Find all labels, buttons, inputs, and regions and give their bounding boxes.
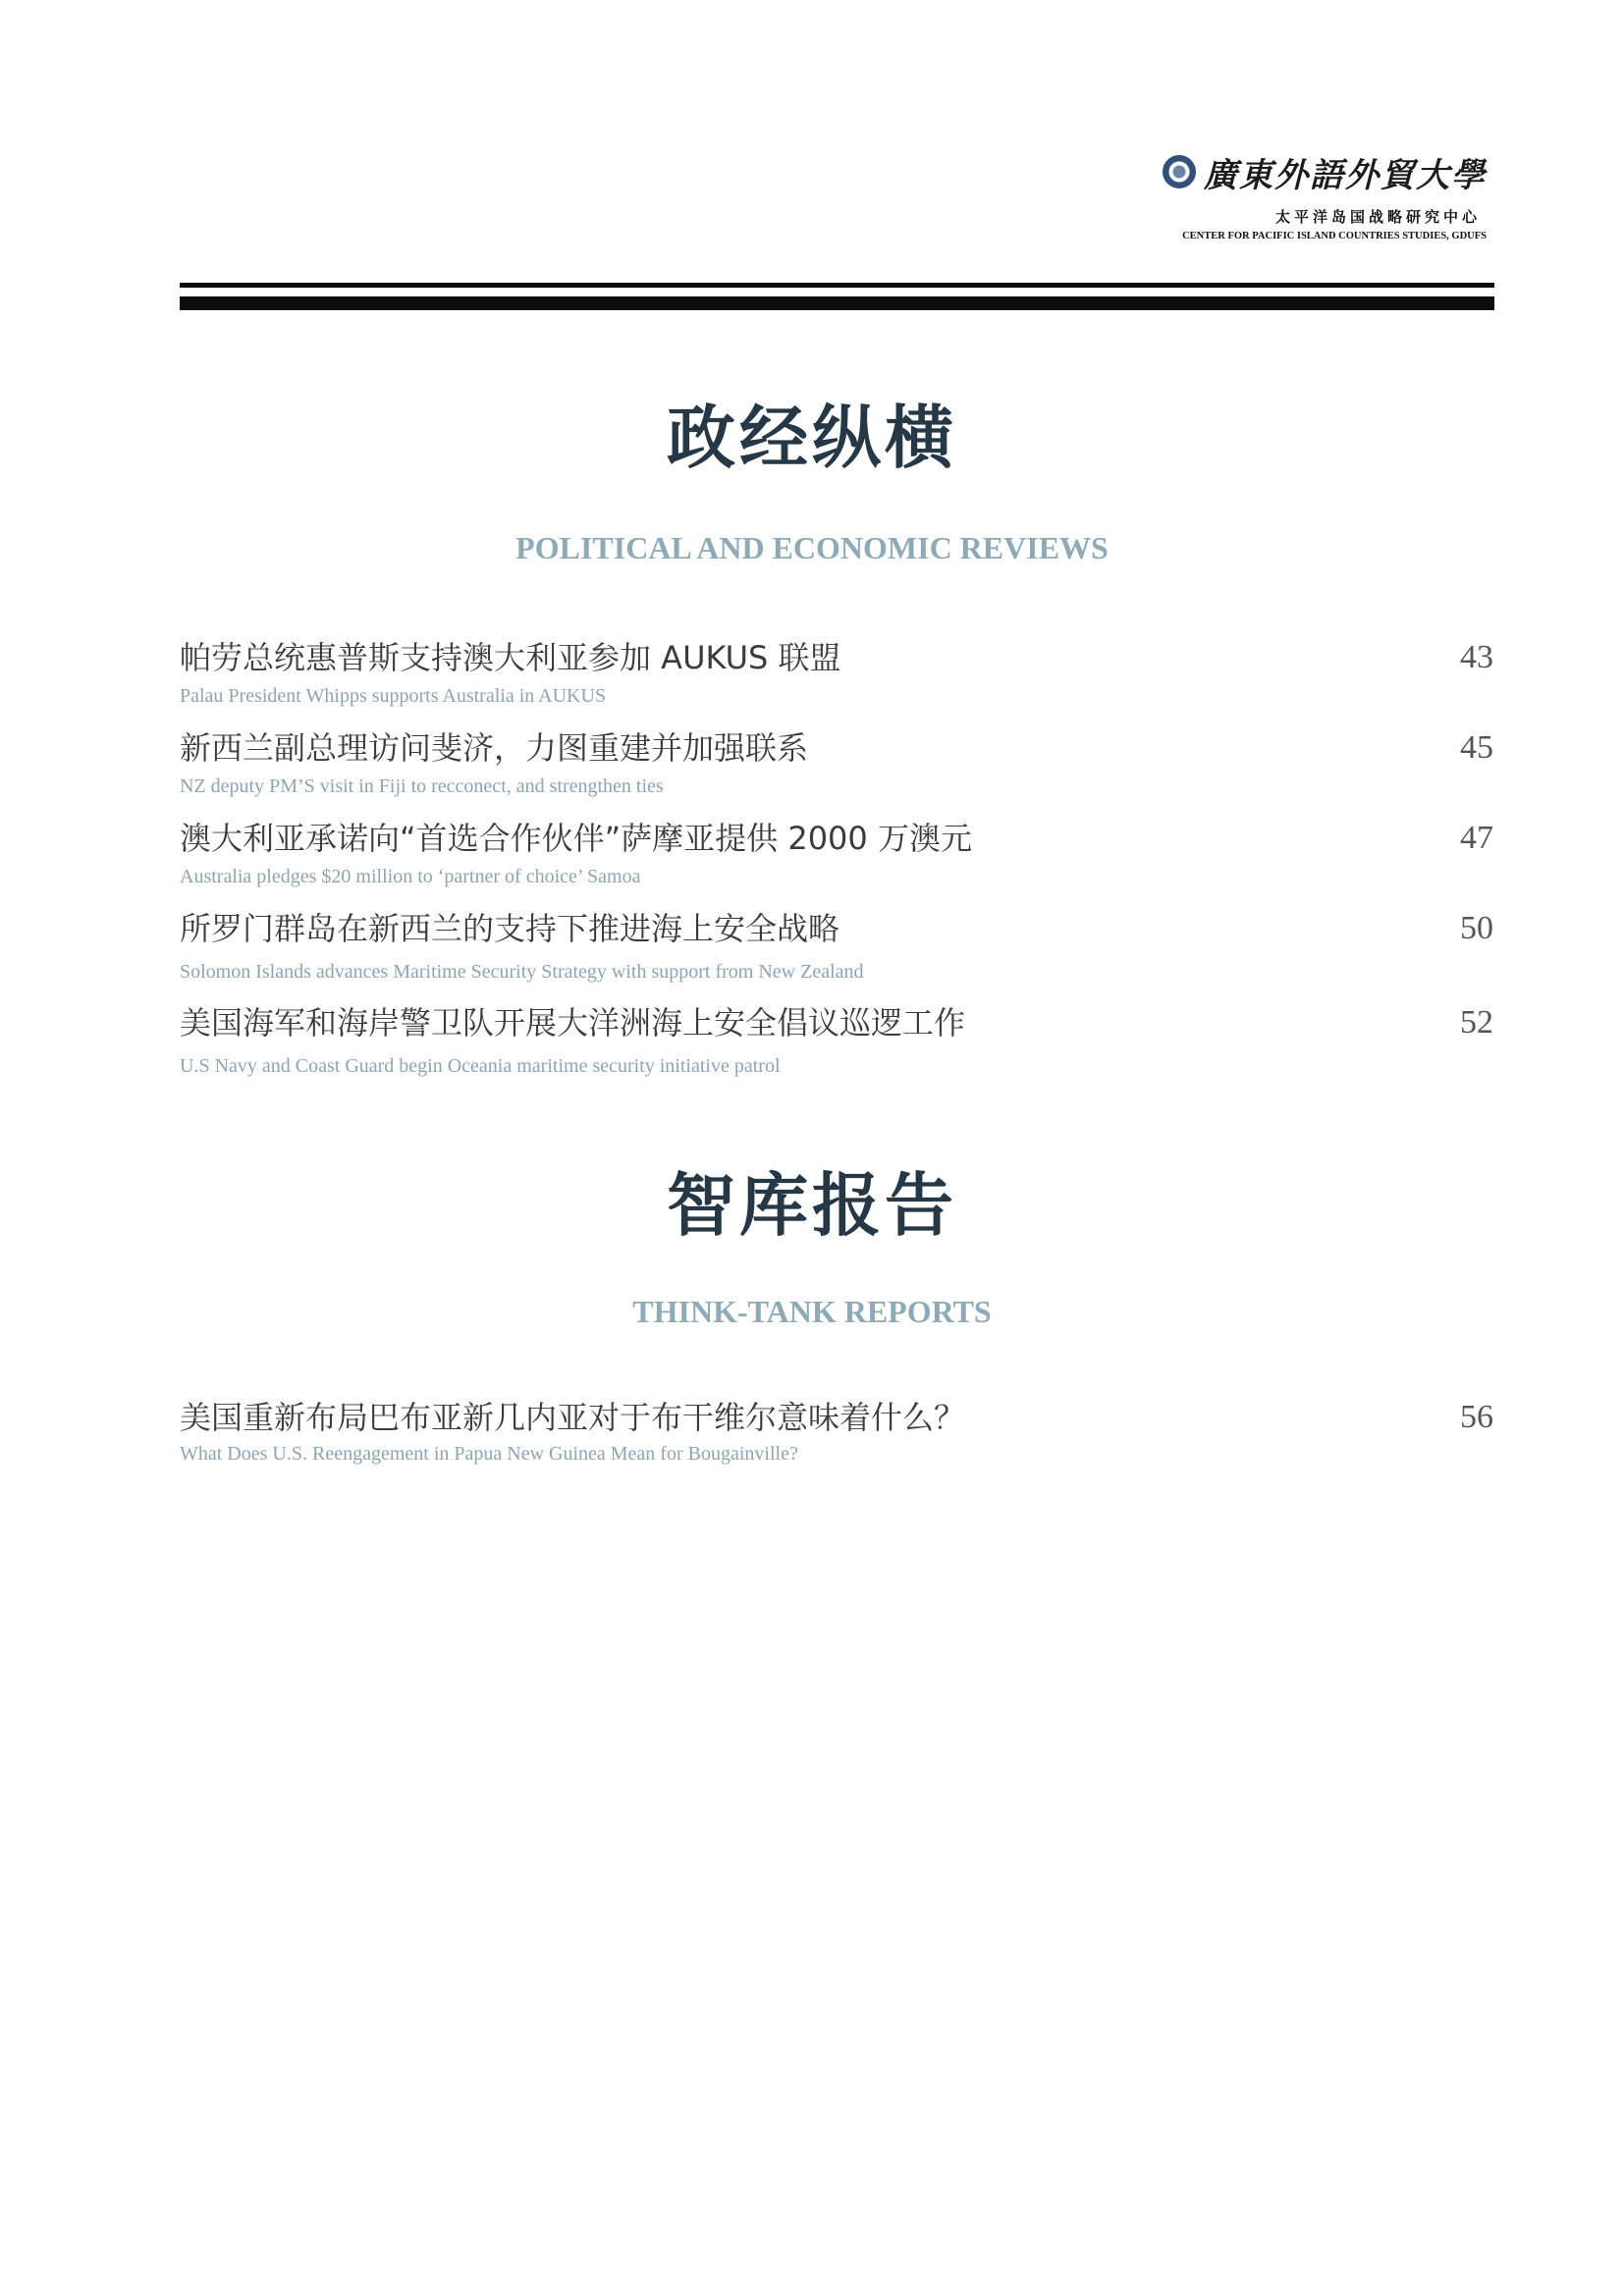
entry-page-number: 50 xyxy=(1460,910,1493,946)
toc-entry[interactable] xyxy=(180,1003,1494,1077)
section-title-political-economic-cn: 政经纵横 xyxy=(667,397,957,478)
entry-page-number: 45 xyxy=(1460,729,1493,766)
entry-title-en: Australia pledges $20 million to ‘partner of choice’ Samoa xyxy=(180,866,641,887)
entry-title-cn[interactable]: 美国海军和海岸警卫队开展大洋洲海上安全倡议巡逻工作 xyxy=(180,1004,966,1041)
entry-title-cn[interactable]: 新西兰副总理访问斐济，力图重建并加强联系 xyxy=(180,729,809,767)
header-divider-thick xyxy=(180,296,1494,310)
toc-entry[interactable] xyxy=(180,909,1494,983)
entry-page-number: 52 xyxy=(1460,1004,1493,1041)
header-divider-thin xyxy=(180,283,1494,288)
entry-title-cn[interactable]: 帕劳总统惠普斯支持澳大利亚参加 AUKUS 联盟 xyxy=(180,639,841,676)
entry-page-number: 56 xyxy=(1460,1399,1493,1435)
entry-title-en: Solomon Islands advances Maritime Security Strategy with support from New Zealand xyxy=(180,961,864,983)
entry-title-en: What Does U.S. Reengagement in Papua New Guinea Mean for Bougainville? xyxy=(180,1443,798,1465)
toc-entry[interactable] xyxy=(180,819,1494,887)
section-title-think-tank-en: THINK-TANK REPORTS xyxy=(632,1294,992,1329)
section-title-think-tank-cn: 智库报告 xyxy=(667,1164,957,1246)
center-name-en: CENTER FOR PACIFIC ISLAND COUNTRIES STUDIES, GDUFS xyxy=(1182,231,1487,241)
university-emblem-icon xyxy=(1163,155,1196,188)
entry-title-en: Palau President Whipps supports Australia in AUKUS xyxy=(180,685,607,707)
entry-title-cn[interactable]: 所罗门群岛在新西兰的支持下推进海上安全战略 xyxy=(180,910,840,947)
entry-page-number: 43 xyxy=(1460,639,1493,675)
center-name-cn: 太平洋岛国战略研究中心 xyxy=(1274,208,1481,226)
entry-page-number: 47 xyxy=(1460,820,1493,856)
section-title-political-economic-en: POLITICAL AND ECONOMIC REVIEWS xyxy=(515,530,1109,565)
entry-title-cn[interactable]: 美国重新布局巴布亚新几内亚对于布干维尔意味着什么？ xyxy=(180,1399,966,1436)
toc-entry[interactable] xyxy=(180,728,1494,797)
entry-title-en: NZ deputy PM’S visit in Fiji to recconect, and strengthen ties xyxy=(180,775,664,797)
entry-title-en: U.S Navy and Coast Guard begin Oceania maritime security initiative patrol xyxy=(180,1055,781,1077)
university-header xyxy=(1074,147,1487,241)
entry-title-cn[interactable]: 澳大利亚承诺向“首选合作伙伴”萨摩亚提供 2000 万澳元 xyxy=(180,820,972,857)
university-logo xyxy=(1074,147,1487,196)
toc-entry[interactable] xyxy=(180,1398,1494,1467)
toc-entry[interactable] xyxy=(180,638,1494,707)
university-name: 廣東外語外貿大學 xyxy=(1204,155,1487,195)
